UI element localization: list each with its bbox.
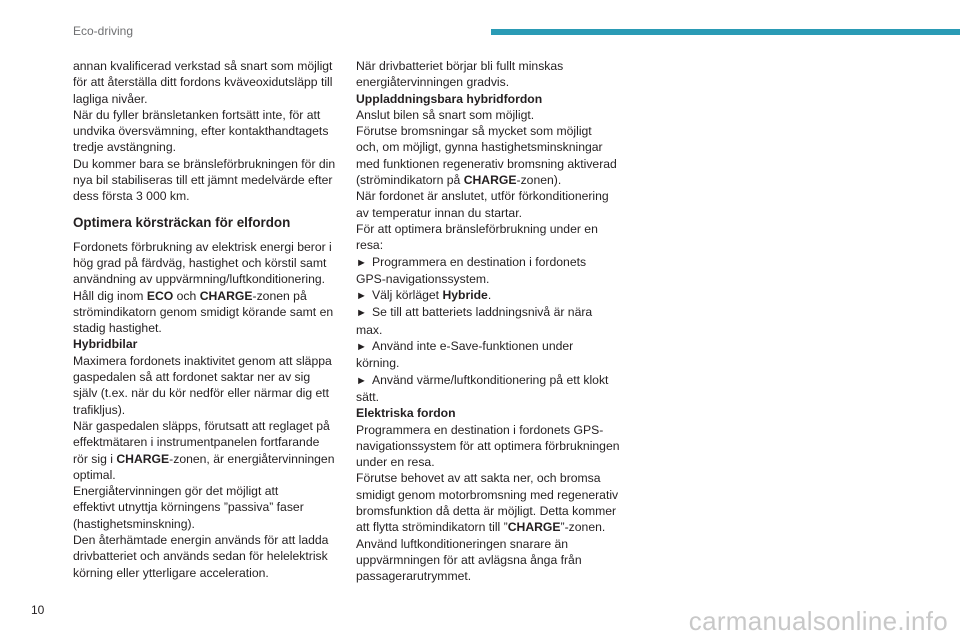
text-line: stadig hastighet. xyxy=(73,321,162,336)
text-line: användning av uppvärmning/luftkonditionering. xyxy=(73,272,326,287)
text-line: under en resa. xyxy=(356,455,435,470)
subheading-plugin-hybrid: Uppladdningsbara hybridfordon xyxy=(356,91,543,106)
bullet-item: ► Programmera en destination i fordonets xyxy=(356,254,626,271)
text-line: av temperatur innan du startar. xyxy=(356,205,522,220)
text-line: Håll dig inom ECO och CHARGE-zonen på xyxy=(73,288,307,303)
text-line: körning eller ytterligare acceleration. xyxy=(73,565,269,580)
section-heading: Optimera körsträckan för elfordon xyxy=(73,214,291,230)
text-line: sätt. xyxy=(356,389,380,404)
text-line: gaspedalen så att fordonet saktar ner av sig xyxy=(73,370,311,385)
header-accent-bar xyxy=(491,29,960,35)
text-line: GPS-navigationssystem. xyxy=(356,271,490,286)
text-line: effektivt utnyttja körningens ”passiva” faser xyxy=(73,500,304,515)
text-line: effektmätaren i instrumentpanelen fortfarande xyxy=(73,435,320,450)
text-line: Förutse behovet av att sakta ner, och bromsa xyxy=(356,471,601,486)
text-line: annan kvalificerad verkstad så snart som möjligt xyxy=(73,59,333,73)
text-line: (strömindikatorn på CHARGE-zonen). xyxy=(356,173,562,188)
text-line: resa: xyxy=(356,238,384,253)
left-column xyxy=(73,58,341,581)
page-number: 10 xyxy=(31,603,45,617)
bullet-arrow-icon: ► xyxy=(356,307,367,320)
text-line: Du kommer bara se bränsleförbrukningen för din xyxy=(73,156,336,171)
text-line: Använd luftkonditioneringen snarare än xyxy=(356,536,569,551)
text-line: trafikljus). xyxy=(73,402,126,417)
text-line: uppvärmningen för att avlägsna ånga från xyxy=(356,552,582,567)
text-line: Maximera fordonets inaktivitet genom att släppa xyxy=(73,353,332,368)
text-line: körning. xyxy=(356,356,400,371)
text-line: och, om möjligt, gynna hastighetsminskningar xyxy=(356,140,603,155)
text-line: (hastighetsminskning). xyxy=(73,516,195,531)
text-line: optimal. xyxy=(73,467,116,482)
bullet-arrow-icon: ► xyxy=(356,341,367,354)
text-line: När du fyller bränsletanken fortsätt inte, för att xyxy=(73,107,321,122)
text-line: För att optimera bränsleförbrukning under en xyxy=(356,221,598,236)
bullet-arrow-icon: ► xyxy=(356,374,367,387)
text-line: passagerarutrymmet. xyxy=(356,569,472,584)
text-line: hög grad på färdväg, hastighet och körstil samt xyxy=(73,255,327,270)
text-line: tredje avstängning. xyxy=(73,140,176,155)
text-line: nya bil stabiliseras till ett jämnt medelvärde efter xyxy=(73,173,333,188)
text-line: för att återställa ditt fordons kväveoxidutsläpp till xyxy=(73,75,333,90)
text-line: med funktionen regenerativ bromsning aktiverad xyxy=(356,156,617,171)
bullet-item: ► Välj körläget Hybride. xyxy=(356,287,626,304)
text-line: strömindikatorn genom smidigt körande samt en xyxy=(73,304,334,319)
text-line: smidigt genom motorbromsning med regenerativ xyxy=(356,487,619,502)
bullet-item: ► Använd värme/luftkonditionering på ett klokt xyxy=(356,372,626,389)
watermark: carmanualsonline.info xyxy=(688,606,948,636)
text-line: Anslut bilen så snart som möjligt. xyxy=(356,107,535,122)
text-line: undvika översvämning, efter kontakthandtagets xyxy=(73,124,329,139)
bullet-arrow-icon: ► xyxy=(356,256,367,269)
text-line: drivbatteriet och används sedan för helelektrisk xyxy=(73,549,328,564)
text-line: själv (t.ex. när du kör nedför eller närmar dig ett xyxy=(73,386,330,401)
text-line: Förutse bromsningar så mycket som möjligt xyxy=(356,124,592,139)
text-line: dess första 3 000 km. xyxy=(73,189,190,204)
bullet-item: ► Se till att batteriets laddningsnivå är nära xyxy=(356,304,626,321)
text-line: lagliga nivåer. xyxy=(73,91,148,106)
subheading-electric: Elektriska fordon xyxy=(356,406,456,421)
text-line: rör sig i CHARGE-zonen, är energiåtervinningen xyxy=(73,451,335,466)
text-line: navigationssystem för att optimera förbrukningen xyxy=(356,438,620,453)
text-line: att flytta strömindikatorn till ”CHARGE”-zonen. xyxy=(356,520,606,535)
text-line: Den återhämtade energin används för att ladda xyxy=(73,533,329,548)
bullet-arrow-icon: ► xyxy=(356,290,367,303)
text-line: När drivbatteriet börjar bli fullt minskas xyxy=(356,59,564,73)
bullet-item: ► Använd inte e-Save-funktionen under xyxy=(356,338,626,355)
subheading-hybrid: Hybridbilar xyxy=(73,337,138,352)
page-header-title: Eco-driving xyxy=(73,24,134,38)
text-line: bromsfunktion då detta är möjligt. Detta kommer xyxy=(356,504,617,519)
text-line: max. xyxy=(356,322,383,337)
text-line: Programmera en destination i fordonets GPS- xyxy=(356,422,604,437)
text-line: När fordonet är anslutet, utför förkonditionering xyxy=(356,189,609,204)
text-line: När gaspedalen släpps, förutsatt att reglaget på xyxy=(73,418,330,433)
text-line: Fordonets förbrukning av elektrisk energi beror i xyxy=(73,239,332,254)
text-line: Energiåtervinningen gör det möjligt att xyxy=(73,484,279,499)
text-line: energiåtervinningen gradvis. xyxy=(356,75,510,90)
right-column xyxy=(356,58,626,585)
